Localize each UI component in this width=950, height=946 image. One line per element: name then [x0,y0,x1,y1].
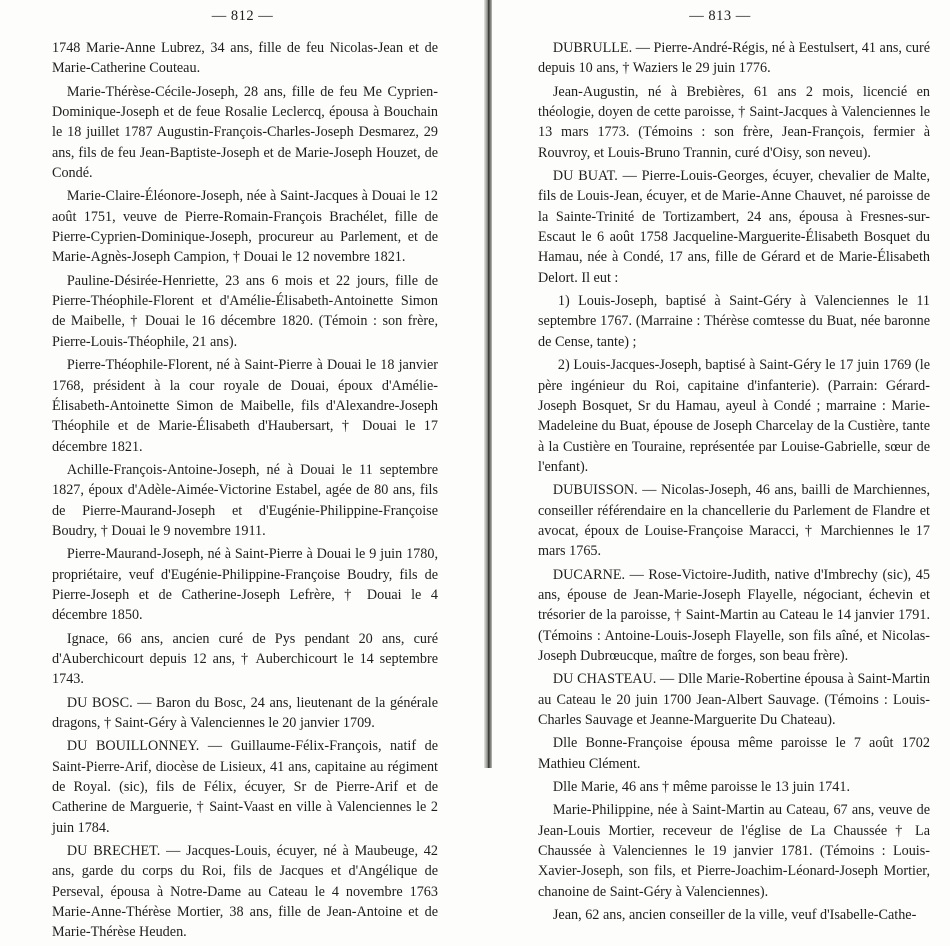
paragraph: 1748 Marie-Anne Lubrez, 34 ans, fille de feu Nicolas-Jean et de Marie-Catherine Couteau. [52,40,438,77]
page-number: — 812 — [211,8,274,24]
paragraph: Marie-Philippine, née à Saint-Martin au Cateau, 67 ans, veuve de Jean-Louis Mortier, receveur de l'église de La Chaussée † La Chaussée à Valenciennes le 19 janvier 1781. (Témoins : Louis-Xavier-Joseph, son fils, et Pierre-Joachim-Léonard-Joseph Mortier, chanoine de Saint-Géry à Valenciennes). [538,802,930,900]
paragraph: Pauline-Désirée-Henriette, 23 ans 6 mois et 22 jours, fille de Pierre-Théophile-Florent et d'Amélie-Élisabeth-Antoinette Simon de Maibelle, † Douai le 16 décembre 1820. (Témoin : son frère, Pierre-Louis-Théophile, 21 ans). [52,272,438,350]
paragraph: Jean-Augustin, né à Brebières, 61 ans 2 mois, licencié en théologie, doyen de cette paroisse, † Saint-Jacques à Valenciennes le 13 mars 1773. (Témoins : son frère, Jean-François, fermier à Rouvroy, et Louis-Bruno Trannin, curé d'Oisy, son neveu). [538,83,930,161]
paragraph: DU BOUILLONNEY. — Guillaume-Félix-François, natif de Saint-Pierre-Arif, diocèse de Lisieux, 41 ans, capitaine au régiment de Royal. (sic), fils de Félix, écuyer, Sr de Pierre-Arif et de Catherine de Marguerie, † Saint-Vaast en ville à Valenciennes le 2 juin 1784. [52,738,438,836]
paragraph: DU BRECHET. — Jacques-Louis, écuyer, né à Maubeuge, 42 ans, garde du corps du Roi, fils de Jacques et d'Angélique de Perseval, épousa à Notre-Dame au Cateau le 4 novembre 1763 Marie-Anne-Thérèse Mortier, 38 ans, fille de Jean-Antoine et de Marie-Thérèse Heuden. [52,843,438,941]
paragraph: Marie-Claire-Éléonore-Joseph, née à Saint-Jacques à Douai le 12 août 1751, veuve de Pierre-Romain-François Brachélet, fille de Pierre-Cyprien-Dominique-Joseph, procureur au Parlement, et de Marie-Agnès-Joseph Campion, † Douai le 12 novembre 1821. [52,188,438,266]
page-number: — 813 — [689,8,751,24]
paragraph: Ignace, 66 ans, ancien curé de Pys pendant 20 ans, curé d'Auberchicourt depuis 12 ans, † Auberchicourt le 14 septembre 1743. [52,630,438,688]
text-column [52,38,438,946]
paragraph: Achille-François-Antoine-Joseph, né à Douai le 11 septembre 1827, époux d'Adèle-Aimée-Victorine Estabel, agée de 80 ans, fils de Pierre-Maurand-Joseph et d'Eugénie-Philippine-Françoise Boudry, † Douai le 9 novembre 1911. [52,461,438,539]
paragraph: Marie-Thérèse-Cécile-Joseph, 28 ans, fille de feu Me Cyprien-Dominique-Joseph et de feue Rosalie Leclercq, épousa à Bouchain le 18 juillet 1787 Augustin-François-Charles-Joseph Desmarez, 29 ans, fils de feu Jean-Baptiste-Joseph et de Marie-Joseph Houzet, de Condé. [52,83,438,182]
paragraph: DUCARNE. — Rose-Victoire-Judith, native d'Imbrechy (sic), 45 ans, épouse de Jean-Marie-Joseph Flayelle, négociant, échevin et trésorier de la paroisse, † Saint-Martin au Cateau le 14 janvier 1791. (Témoins : Antoine-Louis-Joseph Flayelle, son fils aîné, et Nicolas-Joseph Dubrœucque, maître de forges, son beau frère). [538,566,930,664]
paragraph: DUBUISSON. — Nicolas-Joseph, 46 ans, bailli de Marchiennes, conseiller référendaire en la chancellerie du Parlement de Flandre et avocat, époux de Louise-Françoise Maracci, † Marchiennes le 17 mars 1765. [538,482,930,560]
right-page [490,0,950,924]
paragraph: DU CHASTEAU. — Dlle Marie-Robertine épousa à Saint-Martin au Cateau le 20 juin 1700 Jean-Albert Sauvage. (Témoins : Louis-Charles Sauvage et Jeanne-Marguerite Du Chateau). [538,671,930,728]
paragraph: DUBRULLE. — Pierre-André-Régis, né à Eestulsert, 41 ans, curé depuis 10 ans, † Waziers le 29 juin 1776. [538,40,930,77]
paragraph: Pierre-Théophile-Florent, né à Saint-Pierre à Douai le 18 janvier 1768, président à la cour royale de Douai, époux d'Amélie-Élisabeth-Antoinette Simon de Maibelle, fils d'Alexandre-Joseph Théophile et de Marie-Élisabeth d'Haubersart, † Douai le 17 décembre 1821. [52,357,438,455]
paragraph: Pierre-Maurand-Joseph, né à Saint-Pierre à Douai le 9 juin 1780, propriétaire, veuf d'Eugénie-Philippine-Françoise Boudry, fils de Pierre-Joseph et de Catherine-Joseph Lefrère, † Douai le 4 décembre 1850. [52,546,438,624]
paragraph: DU BOSC. — Baron du Bosc, 24 ans, lieutenant de la générale dragons, † Saint-Géry à Valenciennes le 20 janvier 1709. [52,694,438,731]
paragraph: Dlle Marie, 46 ans † même paroisse le 13 juin 1741. [552,779,850,796]
paragraph: 2) Louis-Jacques-Joseph, baptisé à Saint-Géry le 17 juin 1769 (le père ingénieur du Roi, capitaine d'infanterie). (Parrain: Gérard-Joseph Bosquet, Sr du Hamau, ayeul à Condé ; marraine : Marie-Madeleine du Buat, épouse de Joseph Charcelay de la Custière, tante à la Custière en Touraine, représentée par Louise-Gabrielle, sœur de l'enfant). [538,357,930,475]
paragraph: Jean, 62 ans, ancien conseiller de la ville, veuf d'Isabelle-Cathe- [552,907,917,924]
paragraph: Dlle Bonne-Françoise épousa même paroisse le 7 août 1702 Mathieu Clément. [538,735,930,772]
paragraph: 1) Louis-Joseph, baptisé à Saint-Géry à Valenciennes le 11 septembre 1767. (Marraine : Thérèse comtesse du Buat, née baronne de Cense, tante) ; [538,293,930,350]
text-column [538,38,930,928]
paragraph: DU BUAT. — Pierre-Louis-Georges, écuyer, chevalier de Malte, fils de Louis-Jean, écuyer, et de Marie-Anne Chauvet, né paroisse de la Sainte-Trinité de Tortizambert, 24 ans, épousa à Fresnes-sur-Escaut le 6 août 1758 Jacqueline-Marguerite-Élisabeth Bosquet du Hamau, née à Condé, 17 ans, fille de Gérard et de Marie-Élisabeth Delort. Il eut : [538,168,930,286]
